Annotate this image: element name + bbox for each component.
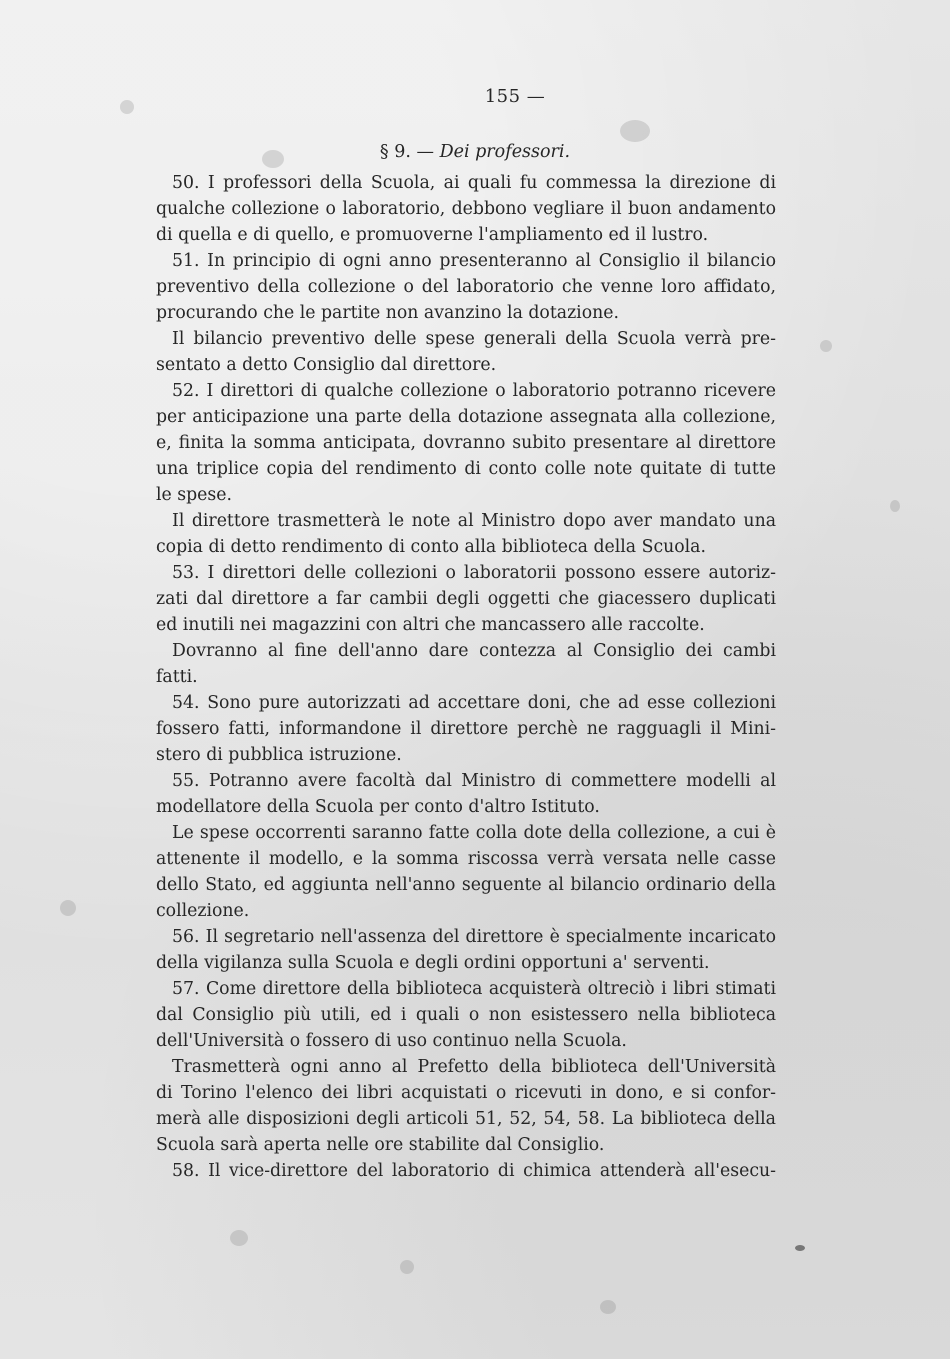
text-line: della vigilanza sulla Scuola e degli ordini opportuni a' serventi. bbox=[156, 953, 710, 973]
text-line: 53. I direttori delle collezioni o laboratorii possono essere autoriz- bbox=[172, 563, 776, 583]
page-header bbox=[0, 86, 950, 107]
text-line: Scuola sarà aperta nelle ore stabilite dal Consiglio. bbox=[156, 1135, 605, 1155]
text-line: una triplice copia del rendimento di conto colle note quitate di tutte bbox=[156, 459, 776, 479]
text-line: attenente il modello, e la somma riscossa verrà versata nelle casse bbox=[156, 849, 776, 869]
text-line: qualche collezione o laboratorio, debbono vegliare il buon andamento bbox=[156, 199, 776, 219]
text-line: dell'Università o fossero di uso continuo nella Scuola. bbox=[156, 1031, 627, 1051]
text-line: zati dal direttore a far cambii degli oggetti che giacessero duplicati bbox=[156, 589, 776, 609]
text-line: collezione. bbox=[156, 901, 250, 921]
text-line: Dovranno al fine dell'anno dare contezza al Consiglio dei cambi bbox=[172, 641, 776, 661]
text-line: preventivo della collezione o del laboratorio che venne loro affidato, bbox=[156, 277, 776, 297]
scan-speckle bbox=[890, 500, 900, 512]
text-line: sentato a detto Consiglio dal direttore. bbox=[156, 355, 497, 375]
text-line: 52. I direttori di qualche collezione o laboratorio potranno ricevere bbox=[172, 381, 776, 401]
text-line: procurando che le partite non avanzino la dotazione. bbox=[156, 303, 619, 323]
text-line: stero di pubblica istruzione. bbox=[156, 745, 402, 765]
text-line: di Torino l'elenco dei libri acquistati o ricevuti in dono, e si confor- bbox=[156, 1083, 776, 1103]
text-line: 55. Potranno avere facoltà dal Ministro di commettere modelli al bbox=[172, 771, 776, 791]
section-title: Dei professori. bbox=[439, 142, 571, 162]
text-line: modellatore della Scuola per conto d'altro Istituto. bbox=[156, 797, 600, 817]
body-text bbox=[156, 170, 776, 1184]
text-line: e, finita la somma anticipata, dovranno subito presentare al direttore bbox=[156, 433, 776, 453]
text-line: merà alle disposizioni degli articoli 51, 52, 54, 58. La biblioteca della bbox=[156, 1109, 776, 1129]
scan-speckle bbox=[600, 1300, 616, 1314]
scan-speckle bbox=[230, 1230, 248, 1246]
scan-speckle bbox=[795, 1245, 805, 1251]
text-line: fatti. bbox=[156, 667, 198, 687]
text-line: 58. Il vice-direttore del laboratorio di chimica attenderà all'esecu- bbox=[172, 1161, 776, 1181]
text-line: 51. In principio di ogni anno presenteranno al Consiglio il bilancio bbox=[172, 251, 776, 271]
text-line: le spese. bbox=[156, 485, 232, 505]
text-line: 54. Sono pure autorizzati ad accettare doni, che ad esse collezioni bbox=[172, 693, 776, 713]
text-line: 50. I professori della Scuola, ai quali fu commessa la direzione di bbox=[172, 173, 776, 193]
scan-speckle bbox=[60, 900, 76, 916]
text-line: Trasmetterà ogni anno al Prefetto della biblioteca dell'Università bbox=[172, 1057, 776, 1077]
page-number: 155 — bbox=[484, 86, 546, 107]
section-heading bbox=[0, 142, 950, 162]
text-line: di quella e di quello, e promuoverne l'ampliamento ed il lustro. bbox=[156, 225, 709, 245]
text-line: per anticipazione una parte della dotazione assegnata alla collezione, bbox=[156, 407, 776, 427]
text-line: Il direttore trasmetterà le note al Ministro dopo aver mandato una bbox=[172, 511, 776, 531]
scan-speckle bbox=[620, 120, 650, 142]
text-line: dello Stato, ed aggiunta nell'anno seguente al bilancio ordinario della bbox=[156, 875, 776, 895]
text-line: Il bilancio preventivo delle spese generali della Scuola verrà pre- bbox=[172, 329, 776, 349]
text-line: dal Consiglio più utili, ed i quali o non esistessero nella biblioteca bbox=[156, 1005, 776, 1025]
text-line: 57. Come direttore della biblioteca acquisterà oltreciò i libri stimati bbox=[172, 979, 776, 999]
text-line: 56. Il segretario nell'assenza del direttore è specialmente incaricato bbox=[172, 927, 776, 947]
text-line: Le spese occorrenti saranno fatte colla dote della collezione, a cui è bbox=[172, 823, 776, 843]
text-line: copia di detto rendimento di conto alla biblioteca della Scuola. bbox=[156, 537, 706, 557]
text-line: ed inutili nei magazzini con altri che mancassero alle raccolte. bbox=[156, 615, 705, 635]
scan-speckle bbox=[820, 340, 832, 352]
scan-speckle bbox=[400, 1260, 414, 1274]
text-line: fossero fatti, informandone il direttore perchè ne ragguagli il Mini- bbox=[156, 719, 776, 739]
section-number: § 9. — bbox=[379, 142, 434, 162]
